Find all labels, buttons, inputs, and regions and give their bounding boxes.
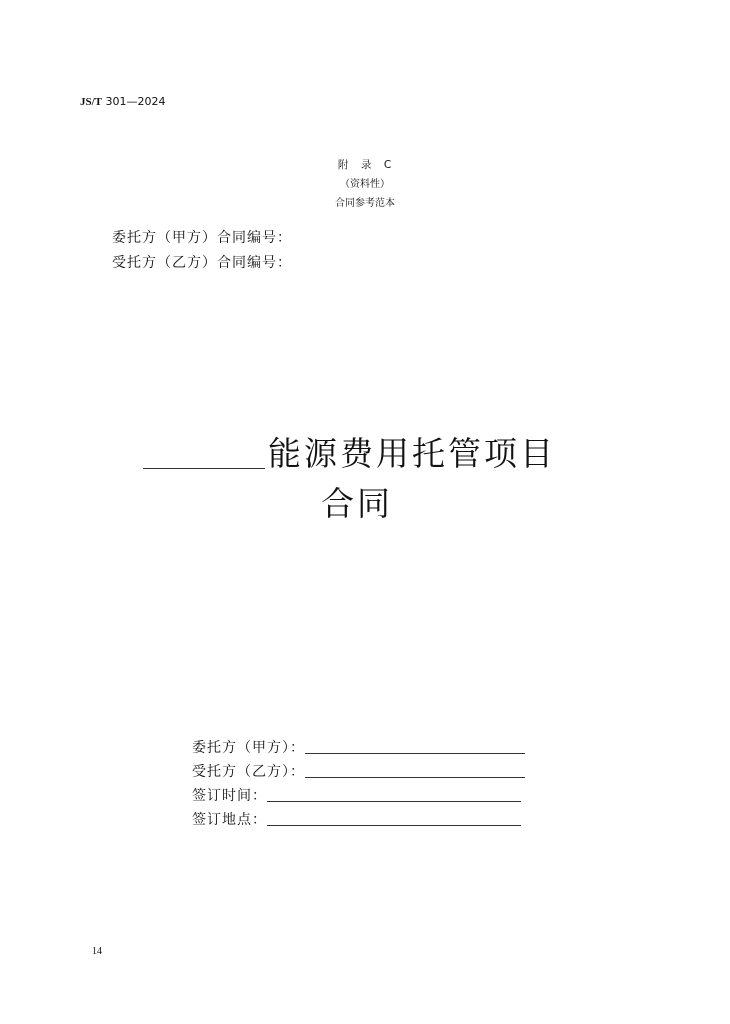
party-b-blank-line bbox=[305, 777, 525, 778]
title-blank-line bbox=[143, 468, 265, 469]
contract-title-line2: 合同 bbox=[321, 484, 393, 523]
signing-place-row bbox=[192, 808, 521, 830]
signing-place-label: 签订地点： bbox=[192, 812, 267, 828]
standard-code bbox=[80, 95, 166, 108]
party-b-signature-row bbox=[192, 760, 525, 782]
party-b-label: 受托方（乙方）： bbox=[192, 764, 305, 780]
contract-title-line1: 能源费用托管项目 bbox=[268, 434, 556, 473]
party-a-blank-line bbox=[305, 753, 525, 754]
appendix-title: 附 录 C bbox=[337, 159, 393, 171]
party-a-signature-row bbox=[192, 736, 525, 758]
standard-code-number: 301—2024 bbox=[105, 95, 166, 108]
party-a-label: 委托方（甲方）： bbox=[192, 740, 305, 756]
signing-place-blank-line bbox=[267, 825, 521, 826]
appendix-subtitle: 合同参考范本 bbox=[335, 198, 395, 209]
signing-date-label: 签订时间： bbox=[192, 788, 267, 804]
party-b-contract-number-label: 受托方（乙方）合同编号： bbox=[112, 255, 292, 271]
standard-code-prefix: JS/T bbox=[80, 96, 103, 108]
appendix-note: （资料性） bbox=[340, 179, 390, 190]
page-number: 14 bbox=[92, 946, 102, 957]
signing-date-row bbox=[192, 784, 521, 806]
signing-date-blank-line bbox=[267, 801, 521, 802]
party-a-contract-number-label: 委托方（甲方）合同编号： bbox=[112, 230, 292, 246]
